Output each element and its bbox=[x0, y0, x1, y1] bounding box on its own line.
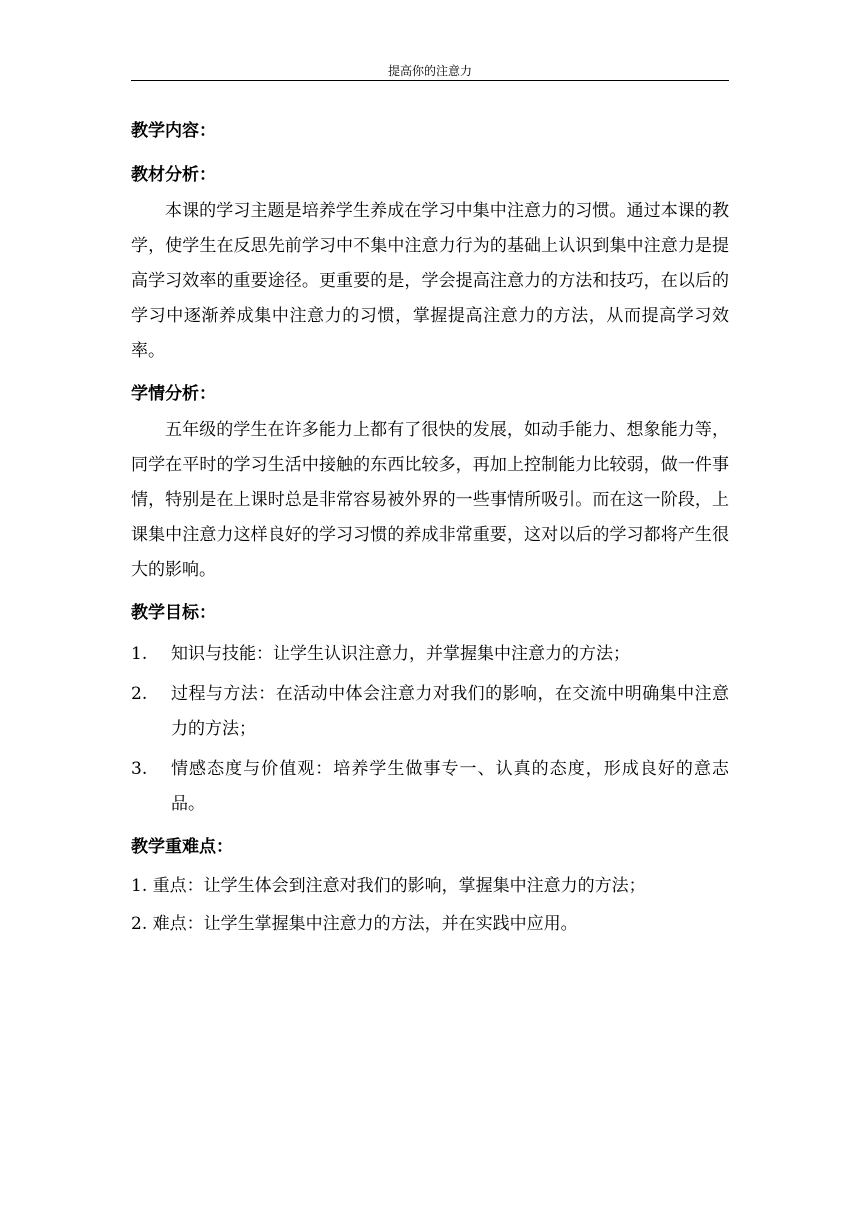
heading-teaching-content: 教学内容： bbox=[131, 121, 216, 141]
list-item bbox=[131, 675, 729, 750]
document-body bbox=[131, 109, 729, 945]
heading-teaching-goals: 教学目标： bbox=[131, 603, 216, 623]
list-number: 3. bbox=[131, 759, 148, 779]
list-text: 难点：让学生掌握集中注意力的方法，并在实践中应用。 bbox=[152, 914, 578, 934]
list-text: 情感态度与价值观：培养学生做事专一、认真的态度，形成良好的意志品。 bbox=[171, 759, 729, 814]
list-text: 知识与技能：让学生认识注意力，并掌握集中注意力的方法； bbox=[171, 644, 630, 664]
page-header bbox=[131, 62, 729, 81]
list-text: 过程与方法：在活动中体会注意力对我们的影响，在交流中明确集中注意力的方法； bbox=[171, 684, 729, 739]
list-number: 2. bbox=[131, 914, 153, 934]
heading-student-analysis: 学情分析： bbox=[131, 384, 216, 404]
list-item bbox=[131, 750, 729, 825]
list-text: 重点：让学生体会到注意对我们的影响，掌握集中注意力的方法； bbox=[152, 876, 646, 896]
list-item bbox=[131, 635, 729, 675]
key-points-list bbox=[131, 869, 729, 945]
list-item bbox=[131, 869, 729, 907]
paragraph-student-analysis: 五年级的学生在许多能力上都有了很快的发展，如动手能力、想象能力等，同学在平时的学习生活中接触的东西比较多，再加上控制能力比较弱，做一件事情，特别是在上课时总是非常容易被外界的一些事情所吸引。而在这一阶段，上课集中注意力这样良好的学习习惯的养成非常重要，这对以后的学习都将产生很大的影响。 bbox=[131, 420, 729, 580]
list-item bbox=[131, 907, 729, 945]
heading-material-analysis: 教材分析： bbox=[131, 165, 216, 185]
paragraph-material-analysis: 本课的学习主题是培养学生养成在学习中集中注意力的习惯。通过本课的教学，使学生在反思先前学习中不集中注意力行为的基础上认识到集中注意力是提高学习效率的重要途径。更重要的是，学会提高注意力的方法和技巧，在以后的学习中逐渐养成集中注意力的习惯，掌握提高注意力的方法，从而提高学习效率。 bbox=[131, 201, 729, 361]
list-number: 2. bbox=[131, 684, 148, 704]
heading-key-points: 教学重难点： bbox=[131, 837, 233, 857]
header-title: 提高你的注意力 bbox=[387, 64, 472, 78]
list-number: 1. bbox=[131, 644, 148, 664]
list-number: 1. bbox=[131, 876, 153, 896]
teaching-goals-list bbox=[131, 635, 729, 825]
